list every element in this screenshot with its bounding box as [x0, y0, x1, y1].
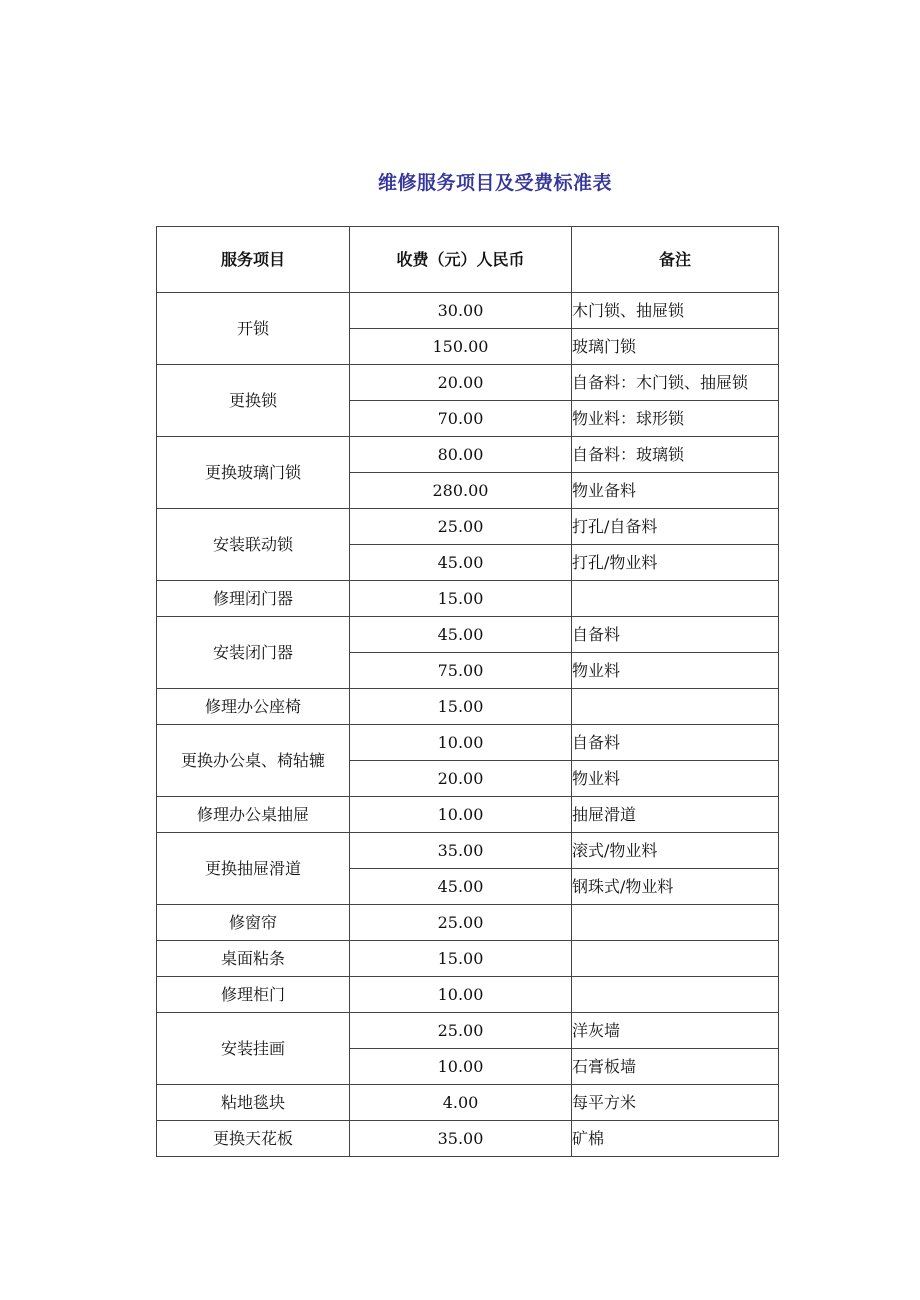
- fee-cell: 4.00: [350, 1085, 572, 1121]
- service-item-cell: 修理柜门: [157, 977, 350, 1013]
- note-cell: [572, 581, 779, 617]
- note-cell: [572, 689, 779, 725]
- note-cell: 打孔/物业料: [572, 545, 779, 581]
- fee-cell: 80.00: [350, 437, 572, 473]
- fee-cell: 45.00: [350, 869, 572, 905]
- fee-cell: 35.00: [350, 1121, 572, 1157]
- note-cell: 物业料: [572, 653, 779, 689]
- note-cell: 木门锁、抽屉锁: [572, 293, 779, 329]
- fee-cell: 35.00: [350, 833, 572, 869]
- table-row: [157, 365, 779, 401]
- note-cell: 钢珠式/物业料: [572, 869, 779, 905]
- note-cell: 自备料：玻璃锁: [572, 437, 779, 473]
- fee-cell: 15.00: [350, 941, 572, 977]
- header-item: 服务项目: [157, 227, 350, 293]
- header-fee: 收费（元）人民币: [350, 227, 572, 293]
- service-item-cell: 更换玻璃门锁: [157, 437, 350, 509]
- service-item-cell: 更换办公桌、椅轱辘: [157, 725, 350, 797]
- header-row: [157, 227, 779, 293]
- fee-cell: 75.00: [350, 653, 572, 689]
- note-cell: 石膏板墙: [572, 1049, 779, 1085]
- note-cell: 滚式/物业料: [572, 833, 779, 869]
- note-cell: 自备料：木门锁、抽屉锁: [572, 365, 779, 401]
- note-cell: 物业备料: [572, 473, 779, 509]
- table-row: [157, 1121, 779, 1157]
- table-row: [157, 581, 779, 617]
- fee-cell: 45.00: [350, 617, 572, 653]
- table-row: [157, 1013, 779, 1049]
- table-row: [157, 1085, 779, 1121]
- service-item-cell: 修理办公座椅: [157, 689, 350, 725]
- fee-cell: 25.00: [350, 509, 572, 545]
- fee-cell: 20.00: [350, 761, 572, 797]
- table-row: [157, 293, 779, 329]
- service-item-cell: 开锁: [157, 293, 350, 365]
- fee-cell: 10.00: [350, 797, 572, 833]
- service-item-cell: 修理闭门器: [157, 581, 350, 617]
- table-row: [157, 977, 779, 1013]
- fee-cell: 15.00: [350, 581, 572, 617]
- fee-cell: 25.00: [350, 905, 572, 941]
- page-title: 维修服务项目及受费标准表: [377, 172, 612, 194]
- service-item-cell: 粘地毯块: [157, 1085, 350, 1121]
- note-cell: 物业料: [572, 761, 779, 797]
- service-item-cell: 修理办公桌抽屉: [157, 797, 350, 833]
- service-item-cell: 安装闭门器: [157, 617, 350, 689]
- service-item-cell: 安装挂画: [157, 1013, 350, 1085]
- note-cell: 打孔/自备料: [572, 509, 779, 545]
- note-cell: 自备料: [572, 617, 779, 653]
- note-cell: 自备料: [572, 725, 779, 761]
- note-cell: 每平方米: [572, 1085, 779, 1121]
- fee-cell: 280.00: [350, 473, 572, 509]
- service-item-cell: 更换锁: [157, 365, 350, 437]
- service-item-cell: 修窗帘: [157, 905, 350, 941]
- service-item-cell: 更换天花板: [157, 1121, 350, 1157]
- table-row: [157, 797, 779, 833]
- service-item-cell: 桌面粘条: [157, 941, 350, 977]
- fee-cell: 150.00: [350, 329, 572, 365]
- table-row: [157, 509, 779, 545]
- service-item-cell: 更换抽屉滑道: [157, 833, 350, 905]
- table-row: [157, 905, 779, 941]
- table-row: [157, 437, 779, 473]
- note-cell: [572, 941, 779, 977]
- table-row: [157, 617, 779, 653]
- service-item-cell: 安装联动锁: [157, 509, 350, 581]
- fee-cell: 30.00: [350, 293, 572, 329]
- note-cell: 玻璃门锁: [572, 329, 779, 365]
- note-cell: 洋灰墙: [572, 1013, 779, 1049]
- header-note: 备注: [572, 227, 779, 293]
- fee-cell: 20.00: [350, 365, 572, 401]
- note-cell: [572, 977, 779, 1013]
- table-row: [157, 833, 779, 869]
- fee-table: [156, 226, 779, 1157]
- fee-cell: 45.00: [350, 545, 572, 581]
- table-row: [157, 689, 779, 725]
- note-cell: [572, 905, 779, 941]
- note-cell: 矿棉: [572, 1121, 779, 1157]
- fee-cell: 25.00: [350, 1013, 572, 1049]
- fee-table-body: [157, 293, 779, 1157]
- fee-cell: 10.00: [350, 725, 572, 761]
- fee-cell: 15.00: [350, 689, 572, 725]
- table-row: [157, 941, 779, 977]
- note-cell: 抽屉滑道: [572, 797, 779, 833]
- fee-cell: 70.00: [350, 401, 572, 437]
- table-row: [157, 725, 779, 761]
- note-cell: 物业料：球形锁: [572, 401, 779, 437]
- fee-cell: 10.00: [350, 1049, 572, 1085]
- fee-cell: 10.00: [350, 977, 572, 1013]
